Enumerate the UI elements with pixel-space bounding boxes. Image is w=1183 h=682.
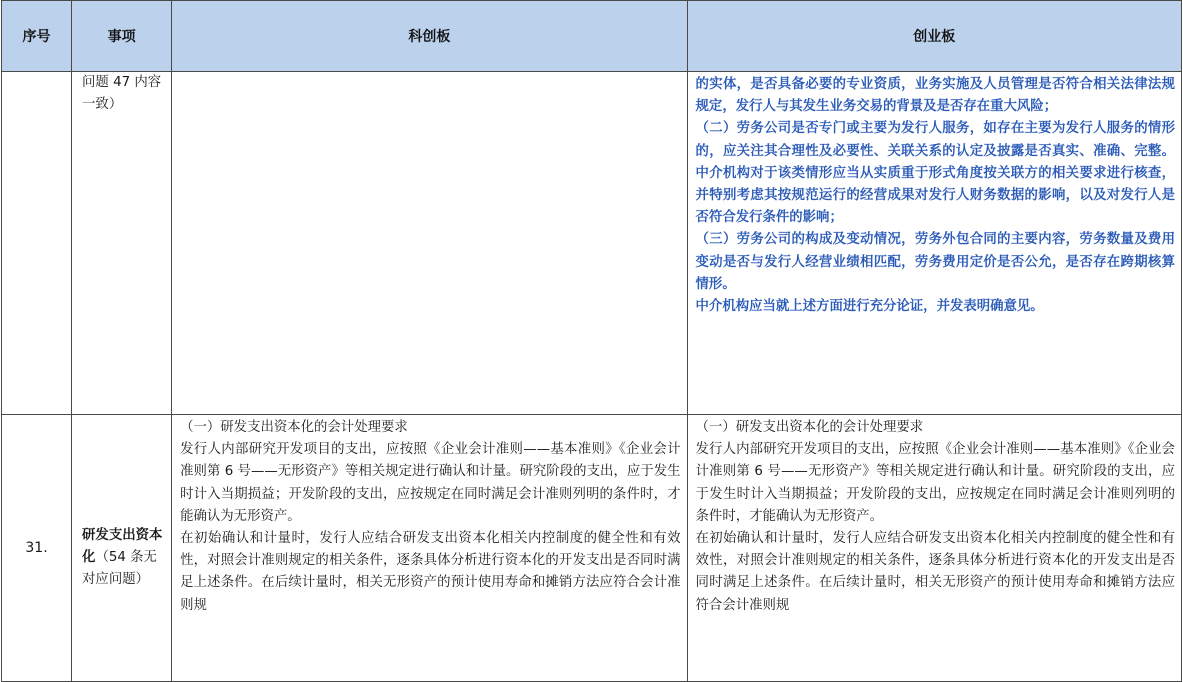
row2-chinext-p1: （一）研发支出资本化的会计处理要求 [695,420,924,435]
row1-no [2,72,72,415]
row1-item [72,72,172,415]
table-row [2,72,1182,415]
row1-chinext-p1: 的实体，是否具备必要的专业资质，业务实施及人员管理是否符合相关法律法规规定，发行人与其发生业务交易的背景及是否存在重大风险； [695,77,1175,115]
row2-star-p2: 发行人内部研究开发项目的支出，应按照《企业会计准则——基本准则》《企业会计准则第 6 号——无形资产》等相关规定进行确认和计量。研究阶段的支出，应于发生时计入当期损益；开发阶段的支出，应按规定在同时满足会计准则列明的条件时，才能确认为无形资产。 [180,442,681,524]
row2-star [172,415,687,682]
row1-chinext-p2: （二）劳务公司是否专门或主要为发行人服务，如存在主要为发行人服务的情形的，应关注其合理性及必要性、关联关系的认定及披露是否真实、准确、完整。中介机构对于该类情形应当从实质重于形式角度按关联方的相关要求进行核查，并特别考虑其按规范运行的经营成果对发行人财务数据的影响，以及对发行人是否符合发行条件的影响； [695,121,1175,226]
row1-star [172,72,687,415]
row2-item-bold: 研发支出资本化 [82,527,163,565]
header-item: 事项 [72,1,172,72]
row1-chinext-p4: 中介机构应当就上述方面进行充分论证，并发表明确意见。 [695,299,1044,315]
comparison-table [1,0,1182,682]
row2-item-rest: （54 条无对应问题） [82,549,157,588]
table-header-row [2,1,1182,72]
row2-chinext-p3: 在初始确认和计量时，发行人应结合研发支出资本化相关内控制度的健全性和有效性，对照会计准则规定的相关条件，逐条具体分析进行资本化的开发支出是否同时满足上述条件。在后续计量时，相关无形资产的预计使用寿命和摊销方法应符合会计准则规 [695,531,1175,613]
row2-chinext [687,415,1181,682]
header-chinext: 创业板 [687,1,1181,72]
row2-star-p1: （一）研发支出资本化的会计处理要求 [180,420,408,435]
row1-chinext-p3: （三）劳务公司的构成及变动情况，劳务外包合同的主要内容，劳务数量及费用变动是否与发行人经营业绩相匹配，劳务费用定价是否公允，是否存在跨期核算情形。 [695,232,1175,292]
row2-no: 31. [2,415,72,682]
row2-item [72,415,172,682]
header-no: 序号 [2,1,72,72]
row1-chinext [687,72,1181,415]
row2-star-p3: 在初始确认和计量时，发行人应结合研发支出资本化相关内控制度的健全性和有效性，对照会计准则规定的相关条件，逐条具体分析进行资本化的开发支出是否同时满足上述条件。在后续计量时，相关无形资产的预计使用寿命和摊销方法应符合会计准则规 [180,531,681,613]
table-row [2,415,1182,682]
header-star-market: 科创板 [172,1,687,72]
row2-chinext-p2: 发行人内部研究开发项目的支出，应按照《企业会计准则——基本准则》《企业会计准则第 6 号——无形资产》等相关规定进行确认和计量。研究阶段的支出，应于发生时计入当期损益；开发阶段的支出，应按规定在同时满足会计准则列明的条件时，才能确认为无形资产。 [695,442,1175,524]
row1-item-text: 问题 47 内容一致） [82,75,162,113]
